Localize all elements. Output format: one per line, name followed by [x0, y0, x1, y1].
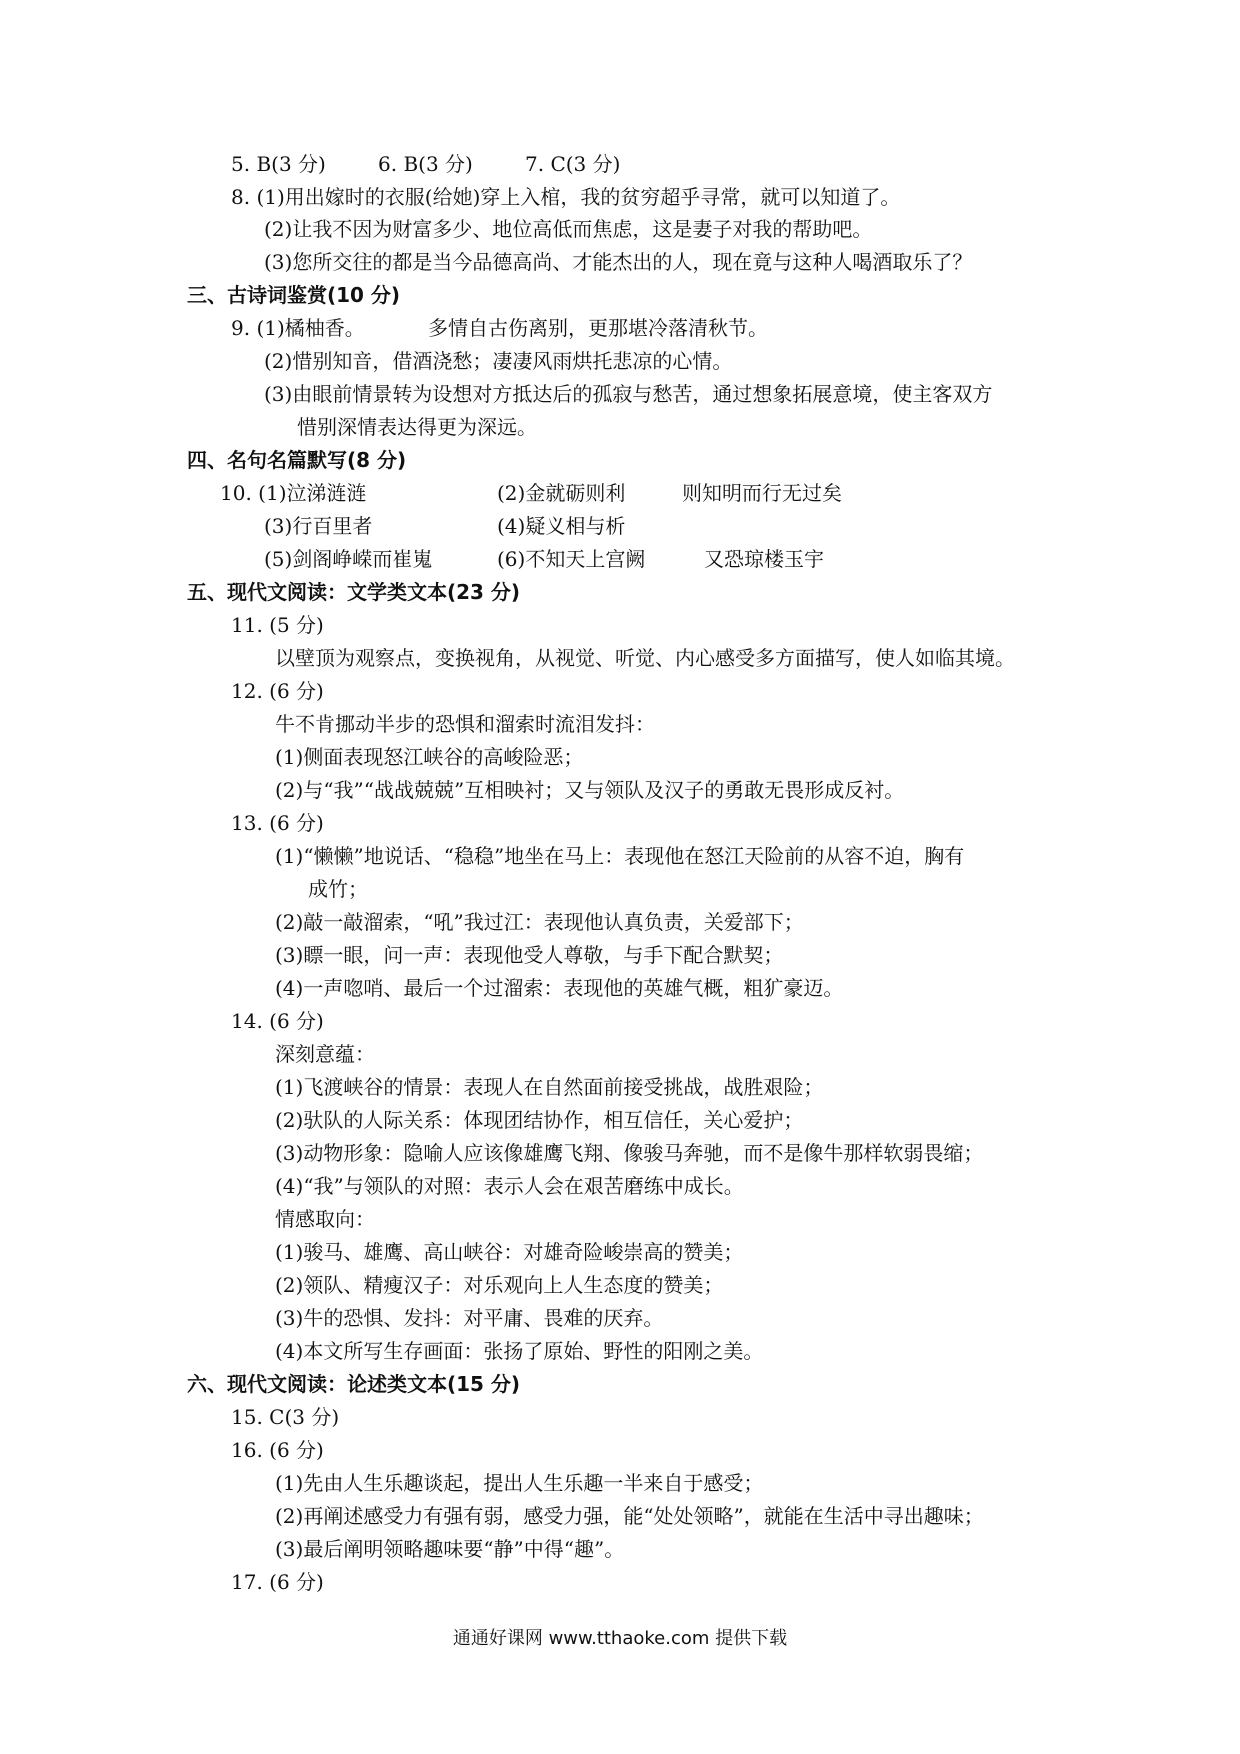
answer-q7: 7. C(3 分) — [525, 152, 621, 176]
answer-q12-1: (1)侧面表现怒江峡谷的高峻险恶； — [275, 745, 584, 769]
answer-q10-6b: 又恐琼楼玉宇 — [704, 547, 824, 571]
answer-q13-3: (3)瞟一眼，问一声：表现他受人尊敬，与手下配合默契； — [275, 943, 784, 967]
answer-q10-3: (3)行百里者 — [264, 514, 373, 538]
answer-q9-3a: (3)由眼前情景转为设想对方抵达后的孤寂与愁苦，通过想象拓展意境，使主客双方 — [264, 382, 993, 406]
section-title-5: 五、现代文阅读：文学类文本(23 分) — [187, 580, 521, 604]
answer-q10-2: (2)金就砺则利 — [497, 481, 626, 505]
answer-q16-2: (2)再阐述感受力有强有弱，感受力强，能“处处领略”，就能在生活中寻出趣味； — [275, 1504, 984, 1528]
answer-q14-5: (1)骏马、雄鹰、高山峡谷：对雄奇险峻崇高的赞美； — [275, 1240, 744, 1264]
answer-q16-3: (3)最后阐明领略趣味要“静”中得“趣”。 — [275, 1537, 625, 1561]
answer-q14-4: (4)“我”与领队的对照：表示人会在艰苦磨练中成长。 — [275, 1174, 744, 1198]
question-q12: 12. (6 分) — [231, 679, 324, 703]
answer-q12-intro: 牛不肯挪动半步的恐惧和溜索时流泪发抖： — [275, 712, 655, 736]
section-title-4: 四、名句名篇默写(8 分) — [187, 448, 407, 472]
answer-q14-6: (2)领队、精瘦汉子：对乐观向上人生态度的赞美； — [275, 1273, 724, 1297]
answer-q8-3: (3)您所交往的都是当今品德高尚、才能杰出的人，现在竟与这种人喝酒取乐了？ — [264, 250, 973, 274]
answer-q12-2: (2)与“我”“战战兢兢”互相映衬；又与领队及汉子的勇敢无畏形成反衬。 — [275, 778, 905, 802]
question-q14: 14. (6 分) — [231, 1009, 324, 1033]
answer-q10-6: (6)不知天上宫阙 — [497, 547, 646, 571]
answer-q14-3: (3)动物形象：隐喻人应该像雄鹰飞翔、像骏马奔驰，而不是像牛那样软弱畏缩； — [275, 1141, 984, 1165]
section-title-3: 三、古诗词鉴赏(10 分) — [187, 283, 401, 307]
answer-q13-2: (2)敲一敲溜索，“吼”我过江：表现他认真负责，关爱部下； — [275, 910, 804, 934]
question-q16: 16. (6 分) — [231, 1438, 324, 1462]
answer-q5: 5. B(3 分) — [231, 152, 326, 176]
question-q17: 17. (6 分) — [231, 1570, 324, 1594]
answer-q14-heading-emotion: 情感取向： — [275, 1207, 375, 1231]
answer-q14-2: (2)驮队的人际关系：体现团结协作，相互信任，关心爱护； — [275, 1108, 804, 1132]
answer-q8-2: (2)让我不因为财富多少、地位高低而焦虑，这是妻子对我的帮助吧。 — [264, 217, 873, 241]
answer-q14-heading-meaning: 深刻意蕴： — [275, 1042, 375, 1066]
answer-q9-3b: 惜别深情表达得更为深远。 — [297, 415, 537, 439]
answer-q10-2b: 则知明而行无过矣 — [682, 481, 842, 505]
answer-q9-1b: 多情自古伤离别，更那堪冷落清秋节。 — [428, 316, 768, 340]
answer-q8-1: 8. (1)用出嫁时的衣服(给她)穿上入棺，我的贫穷超乎寻常，就可以知道了。 — [231, 185, 901, 209]
answer-q6: 6. B(3 分) — [378, 152, 473, 176]
answer-q13-4: (4)一声唿哨、最后一个过溜索：表现他的英雄气概，粗犷豪迈。 — [275, 976, 844, 1000]
answer-q9-2: (2)惜别知音，借酒浇愁；凄凄风雨烘托悲凉的心情。 — [264, 349, 733, 373]
answer-q10-4: (4)疑义相与析 — [497, 514, 626, 538]
answer-q13-1b: 成竹； — [308, 877, 368, 901]
answer-q16-1: (1)先由人生乐趣谈起，提出人生乐趣一半来自于感受； — [275, 1471, 764, 1495]
answer-q14-1: (1)飞渡峡谷的情景：表现人在自然面前接受挑战，战胜艰险； — [275, 1075, 824, 1099]
question-q11: 11. (5 分) — [231, 613, 324, 637]
section-title-6: 六、现代文阅读：论述类文本(15 分) — [187, 1372, 521, 1396]
answer-q15: 15. C(3 分) — [231, 1405, 340, 1429]
answer-q10-5: (5)剑阁峥嵘而崔嵬 — [264, 547, 433, 571]
answer-q14-7: (3)牛的恐惧、发抖：对平庸、畏难的厌弃。 — [275, 1306, 664, 1330]
answer-q11: 以壁顶为观察点，变换视角，从视觉、听觉、内心感受多方面描写，使人如临其境。 — [275, 646, 1015, 670]
answer-q10-1: 10. (1)泣涕涟涟 — [220, 481, 367, 505]
answer-q9-1a: 9. (1)橘柚香。 — [231, 316, 365, 340]
answer-q14-8: (4)本文所写生存画面：张扬了原始、野性的阳刚之美。 — [275, 1339, 764, 1363]
answer-q13-1a: (1)“懒懒”地说话、“稳稳”地坐在马上：表现他在怒江天险前的从容不迫，胸有 — [275, 844, 965, 868]
question-q13: 13. (6 分) — [231, 811, 324, 835]
page-footer: 通通好课网 www.tthaoke.com 提供下载 — [452, 1628, 788, 1649]
